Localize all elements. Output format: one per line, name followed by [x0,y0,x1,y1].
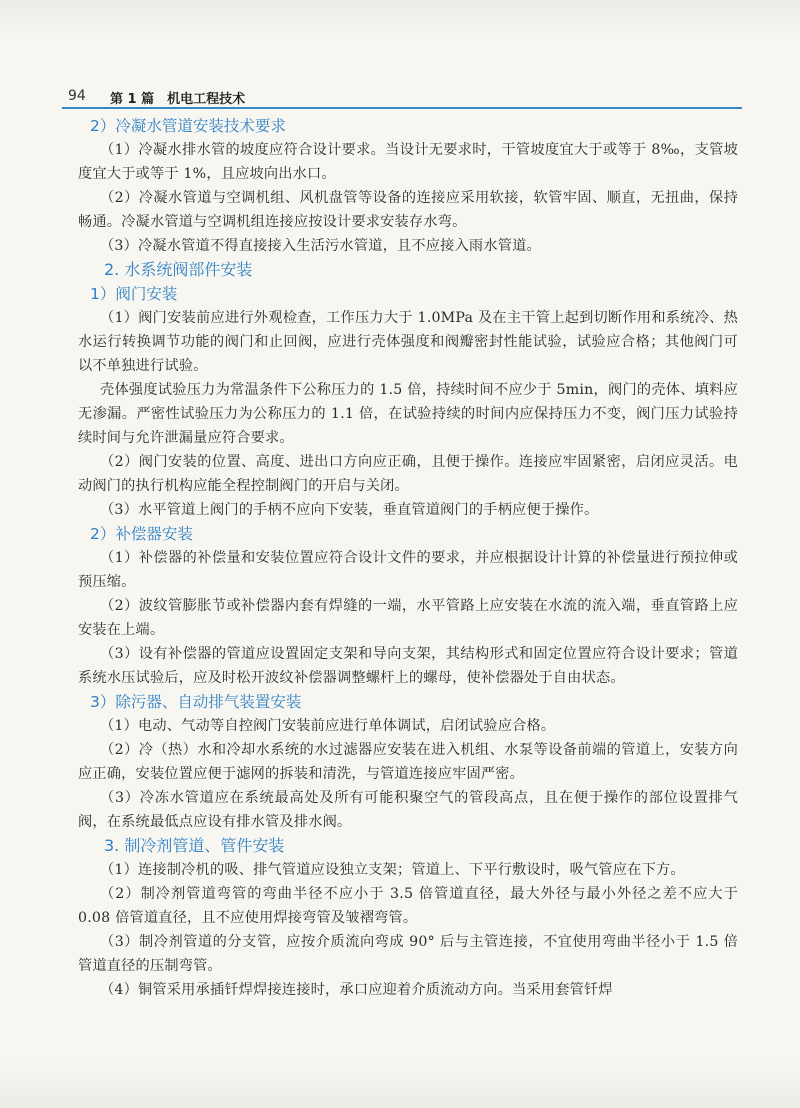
paragraph: （1）补偿器的补偿量和安装位置应符合设计文件的要求，并应根据设计计算的补偿量进行预拉伸或预压缩。 [78,550,738,590]
document-body [78,114,738,1002]
part-title: 第 1 篇 机电工程技术 [110,92,246,107]
paragraph: （3）制冷剂管道的分支管，应按介质流向弯成 90° 后与主管连接，不宜使用弯曲半径小于 1.5 倍管道直径的压制弯管。 [78,934,738,974]
paragraph: （1）阀门安装前应进行外观检查，工作压力大于 1.0MPa 及在主干管上起到切断作用和系统冷、热水运行转换调节功能的阀门和止回阀，应进行壳体强度和阀瓣密封性能试验，试验应合格；其他阀门可以不单独进行试验。 [78,310,738,374]
paragraph: （1）连接制冷机的吸、排气管道应设独立支架；管道上、下平行敷设时，吸气管应在下方。 [100,862,685,878]
section-heading: 2. 水系统阀部件安装 [104,260,253,279]
subsection-heading: 2）补偿器安装 [90,525,193,543]
paragraph: （2）冷凝水管道与空调机组、风机盘管等设备的连接应采用软接，软管牢固、顺直，无扭曲，保持畅通。冷凝水管道与空调机组连接应按设计要求安装存水弯。 [78,190,738,230]
paragraph: （4）铜管采用承插钎焊焊接连接时，承口应迎着介质流动方向。当采用套管钎焊 [100,982,613,998]
paragraph: （2）冷（热）水和冷却水系统的水过滤器应安装在进入机组、水泵等设备前端的管道上，安装方向应正确，安装位置应便于滤网的拆装和清洗，与管道连接应牢固严密。 [78,742,738,782]
paragraph: （2）制冷剂管道弯管的弯曲半径不应小于 3.5 倍管道直径，最大外径与最小外径之差不应大于 0.08 倍管道直径，且不应使用焊接弯管及皱褶弯管。 [78,886,738,926]
paragraph: （3）水平管道上阀门的手柄不应向下安装，垂直管道阀门的手柄应便于操作。 [100,502,599,518]
subsection-heading: 3）除污器、自动排气装置安装 [90,693,302,711]
section-heading: 3. 制冷剂管道、管件安装 [104,836,285,855]
paragraph: （2）阀门安装的位置、高度、进出口方向应正确，且便于操作。连接应牢固紧密，启闭应灵活。电动阀门的执行机构应能全程控制阀门的开启与关闭。 [78,454,738,494]
paragraph: （1）冷凝水排水管的坡度应符合设计要求。当设计无要求时，干管坡度宜大于或等于 8‰，支管坡度宜大于或等于 1%，且应坡向出水口。 [78,142,738,182]
paragraph: （3）冷凝水管道不得直接接入生活污水管道，且不应接入雨水管道。 [100,238,541,254]
subsection-heading: 2）冷凝水管道安装技术要求 [90,117,286,135]
paragraph: 壳体强度试验压力为常温条件下公称压力的 1.5 倍，持续时间不应少于 5min，阀门的壳体、填料应无渗漏。严密性试验压力为公称压力的 1.1 倍，在试验持续的时间内应保持压力不变，阀门压力试验持续时间与允许泄漏量应符合要求。 [78,382,738,446]
paragraph: （2）波纹管膨胀节或补偿器内套有焊缝的一端，水平管路上应安装在水流的流入端，垂直管路上应安装在上端。 [78,598,738,638]
paragraph: （3）设有补偿器的管道应设置固定支架和导向支架，其结构形式和固定位置应符合设计要求；管道系统水压试验后，应及时松开波纹补偿器调整螺杆上的螺母，使补偿器处于自由状态。 [78,646,738,686]
paragraph: （3）冷冻水管道应在系统最高处及所有可能积聚空气的管段高点，且在便于操作的部位设置排气阀，在系统最低点应设有排水管及排水阀。 [78,790,738,830]
page-number: 94 [68,88,86,104]
subsection-heading: 1）阀门安装 [90,285,178,303]
header-rule [62,107,742,109]
paragraph: （1）电动、气动等自控阀门安装前应进行单体调试，启闭试验应合格。 [100,718,556,734]
